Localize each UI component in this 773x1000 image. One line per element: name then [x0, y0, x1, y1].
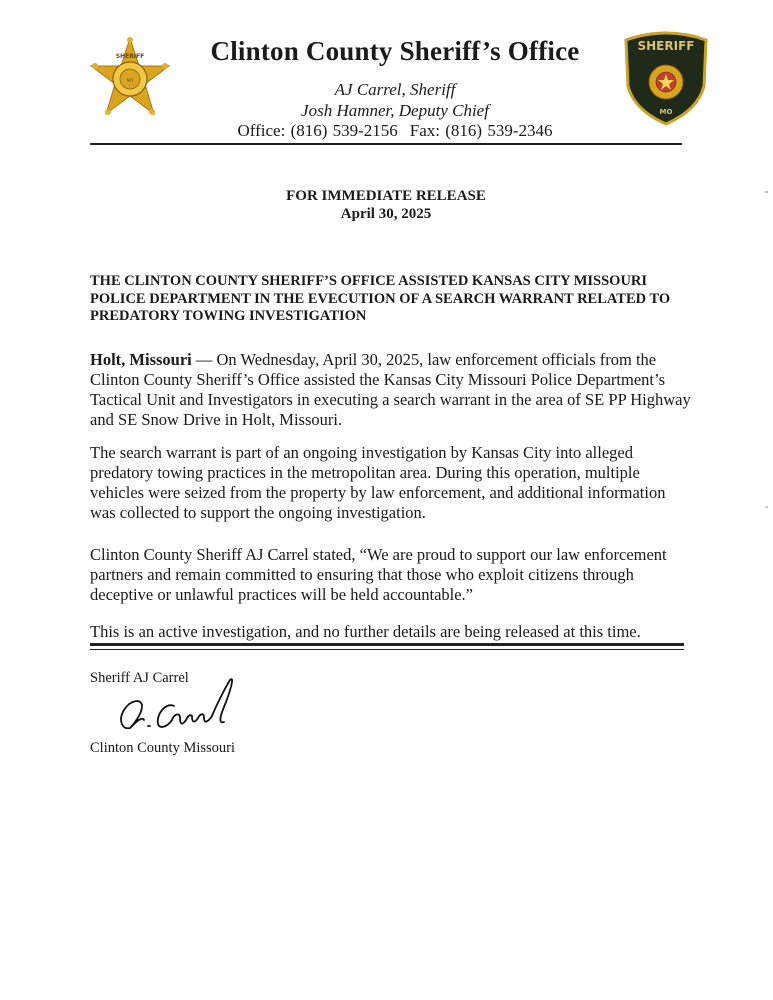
sheriff-star-badge-logo: [88, 36, 172, 120]
svg-text:MO: MO: [126, 78, 134, 83]
paragraph-1-text: — On Wednesday, April 30, 2025, law enforcement officials from the Clinton County Sheriff’s Office assisted the Kansas City Missouri Police Department’s Tactical Unit and Investigators in executing a search warrant in the area of SE PP Highway and SE Snow Drive in Holt, Missouri.: [90, 350, 691, 429]
closing-divider-thick: [90, 643, 684, 646]
handwritten-signature: [112, 672, 262, 742]
paragraph-3: Clinton County Sheriff AJ Carrel stated, “We are proud to support our law enforcement partners and remain committed to ensuring that those who exploit citizens through deceptive or unlawful practices will be held accountable.”: [90, 545, 667, 604]
svg-text:MO: MO: [659, 108, 673, 116]
paragraph-1: [90, 350, 695, 430]
svg-text:SHERIFF: SHERIFF: [115, 53, 145, 60]
fax-number: Fax: (816) 539-2346: [409, 121, 553, 140]
closing-divider-thin: [90, 649, 684, 650]
header-divider: [90, 143, 682, 145]
headline: THE CLINTON COUNTY SHERIFF’S OFFICE ASSISTED KANSAS CITY MISSOURI POLICE DEPARTMENT IN THE EVECUTION OF A SEARCH WARRANT RELATED TO PREDATORY TOWING INVESTIGATION: [90, 273, 671, 324]
signer-organization: Clinton County Missouri: [90, 740, 236, 756]
office-phone: Office: (816) 539-2156: [237, 121, 398, 140]
contact-line: [175, 121, 615, 141]
svg-text:SHERIFF: SHERIFF: [637, 39, 695, 53]
office-title: Clinton County Sheriff’s Office: [210, 36, 580, 66]
release-label: FOR IMMEDIATE RELEASE: [286, 188, 486, 204]
dateline: Holt, Missouri: [90, 350, 192, 369]
scan-artifact: [765, 506, 768, 508]
release-block: [90, 187, 682, 223]
scan-artifact: [765, 191, 768, 193]
paragraph-4: This is an active investigation, and no further details are being released at this time.: [90, 622, 641, 641]
paragraph-2: The search warrant is part of an ongoing investigation by Kansas City into alleged predatory towing practices in the metropolitan area. During this operation, multiple vehicles were seized from the property by law enforcement, and additional information was collected to support the ongoing investigation.: [90, 443, 666, 522]
release-date: April 30, 2025: [340, 206, 432, 222]
sheriff-name: AJ Carrel, Sheriff: [334, 80, 456, 99]
sheriff-patch-logo: [620, 30, 712, 126]
deputy-chief-name: Josh Hamner, Deputy Chief: [301, 101, 489, 120]
signer-name: Sheriff AJ Carrel: [90, 670, 189, 686]
